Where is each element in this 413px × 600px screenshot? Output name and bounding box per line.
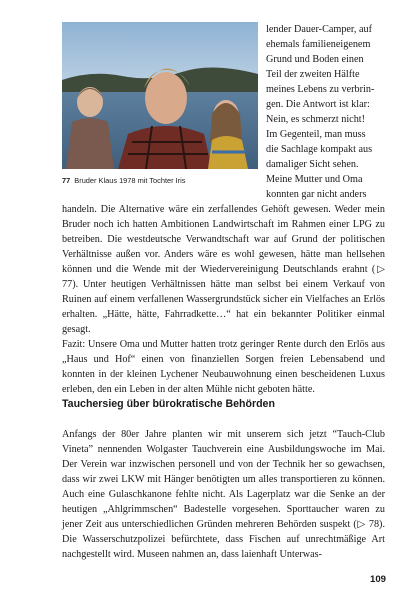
section-paragraph: Anfangs der 80er Jahre planten wir mit unserem sich jetzt “Tauch-Club Vineta” nennenden Wolgaster Tauchverein eine Ausbildungswoche im Mai. Der Verein war inzwischen personell und von der Technik her so gewachsen, dass wir zwei LKW mit Hänger benötigten um alles transportieren zu können. Auch eine Gulaschkanone fehlte nicht. Als Lagerplatz war die Senke an der heutigen „Ahlgrimmschen“ Badestelle vorgesehen. Sporttaucher waren zu jener Zeit aus unterschiedlichen Gründen mehreren Behörden suspekt (▷ 78). Die Wasserschutzpolizei befürchtete, dass Fischen auf unrechtmäßige Art nachgestellt wird. Museen nahmen an, dass laienhaft Unterwas- bbox=[62, 429, 385, 560]
family-photo bbox=[62, 22, 258, 169]
main-body-text bbox=[62, 202, 385, 397]
side-line: Meine Mutter und Oma bbox=[266, 174, 363, 185]
photo-image bbox=[62, 22, 258, 169]
caption-text: Bruder Klaus 1978 mit Tochter Iris bbox=[74, 176, 186, 185]
side-line: Teil der zweiten Hälfte bbox=[266, 69, 360, 80]
section-body-text bbox=[62, 427, 385, 562]
side-line: lender Dauer-Camper, auf bbox=[266, 24, 373, 35]
side-line: Im Gegenteil, man muss bbox=[266, 129, 366, 140]
side-column-text bbox=[266, 22, 385, 202]
side-line: meines Lebens zu verbrin- bbox=[266, 84, 375, 95]
side-line: damaliger Sicht sehen. bbox=[266, 159, 359, 170]
side-line: konnten gar nicht anders bbox=[266, 189, 367, 200]
body-paragraph: handeln. Die Alternative wäre ein zerfallendes Gehöft gewesen. Weder mein Bruder noch ich hatten Ambitionen Landwirtschaft im Rahmen einer LPG zu betreiben. Die westdeutsche Verwandtschaft war auf Grund der politischen Verhältnisse außen vor. Anders wäre es wohl gewesen, hätte man hellsehen können und die Wende mit der Wiedervereinigung Deutschlands erahnt (▷ 77). Unter heutigen Verhältnissen hätte man selbst bei einem Verkauf von Ruinen auf einem verfallenen Wassergrundstück sicher ein Vielfaches an Erlös erhalten. „Hätte, hätte, Fahrradkette…“ hat ein bekannter Politiker einmal gesagt. bbox=[62, 204, 385, 335]
side-line: ehemals familieneigenem bbox=[266, 39, 371, 50]
photo-caption bbox=[62, 176, 258, 185]
side-line: Nein, es schmerzt nicht! bbox=[266, 114, 366, 125]
body-paragraph: Fazit: Unsere Oma und Mutter hatten trotz geringer Rente durch den Erlös aus „Haus und Hof“ einen von finanziellen Sorgen freien Lebensabend und konnten in der kleinen Lychener Neubauwohnung einen bescheidenen Luxus erleben, den ein Leben in der alten Mühle nicht geboten hätte. bbox=[62, 339, 385, 395]
caption-number: 77 bbox=[62, 176, 71, 185]
side-line: Grund und Boden einen bbox=[266, 54, 364, 65]
section-heading: Tauchersieg über bürokratische Behörden bbox=[62, 398, 275, 410]
side-line: die Sachlage kompakt aus bbox=[266, 144, 373, 155]
side-line: gen. Die Antwort ist klar: bbox=[266, 99, 370, 110]
page-number: 109 bbox=[369, 574, 386, 585]
